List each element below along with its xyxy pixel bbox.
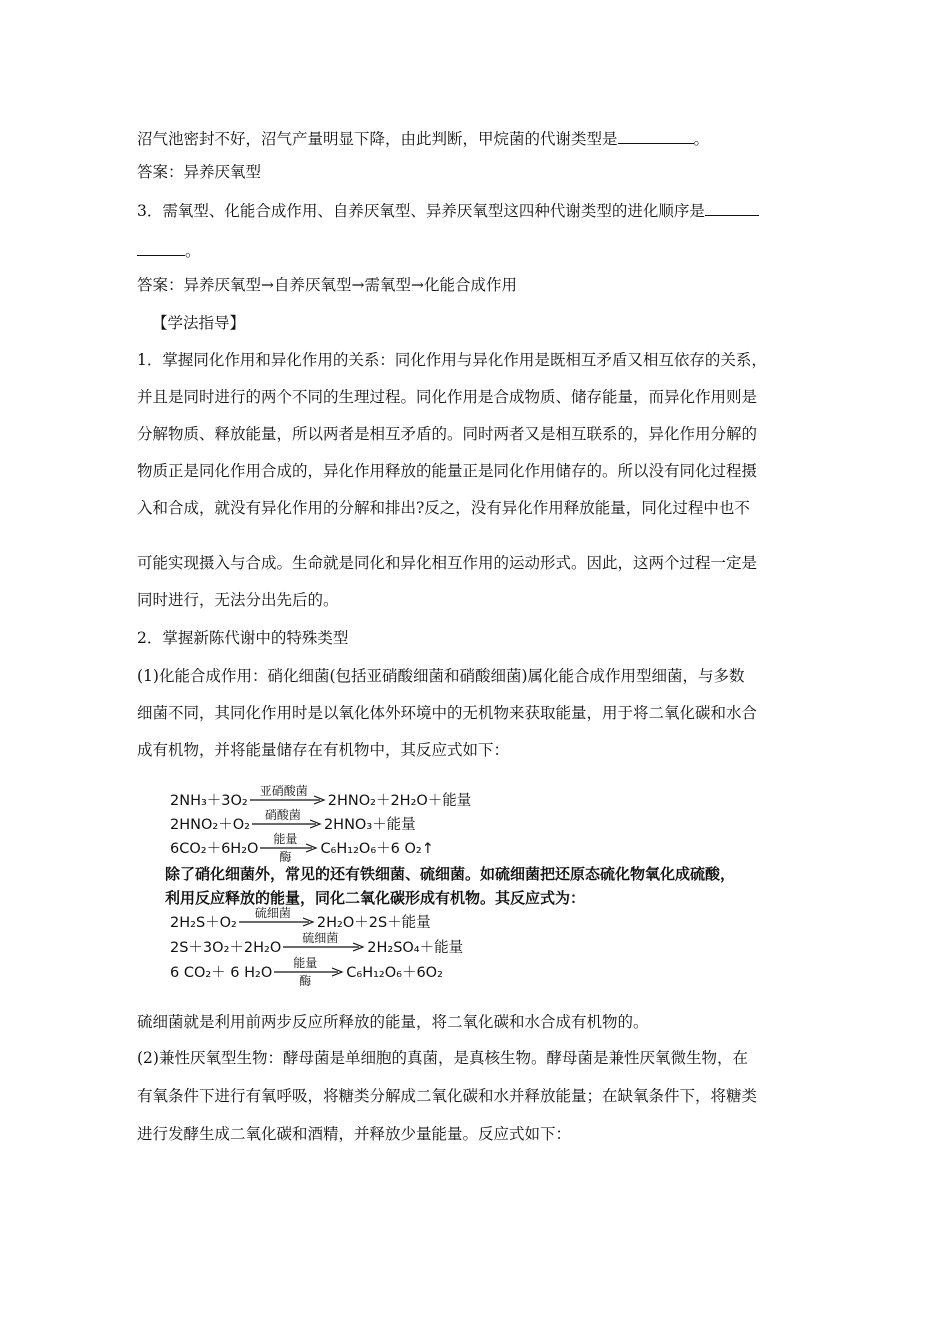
reaction-arrow [260, 832, 318, 864]
eq-reactants: 2H₂S＋O₂ [170, 915, 237, 931]
subsection-heading: 2．掌握新陈代谢中的特殊类型 [137, 629, 349, 647]
paragraph-line: 入和合成，就没有异化作用的分解和排出?反之，没有异化作用释放能量，同化过程中也不 [137, 499, 750, 517]
paragraph-line: 并且是同时进行的两个不同的生理过程。同化作用是合成物质、储存能量，而异化作用则是 [137, 388, 758, 406]
answer-blank [618, 128, 694, 144]
equation-sulfur [170, 931, 464, 957]
arrow-label-top: 硝酸菌 [264, 808, 301, 822]
answer-blank [137, 240, 185, 256]
paragraph-line: 成有机物，并将能量储存在有机物中，其反应式如下： [137, 741, 510, 759]
equation-sulfide [170, 906, 431, 932]
eq-reactants: 6CO₂＋6H₂O [170, 841, 259, 857]
paragraph-line: 细菌不同，其同化作用时是以氧化体外环境中的无机物来获取能量，用于将二氧化碳和水合 [137, 704, 758, 722]
eq-reactants: 2NH₃＋3O₂ [170, 793, 248, 809]
answer-3: 答案：异养厌氧型→自养厌氧型→需氧型→化能合成作用 [137, 276, 517, 294]
paragraph-line: 有氧条件下进行有氧呼吸，将糖类分解成二氧化碳和水并释放能量；在缺氧条件下，将糖类 [137, 1087, 758, 1105]
arrow-label-bottom: 酶 [279, 850, 292, 864]
arrow-label-bottom: 酶 [299, 974, 312, 988]
arrow-label-top: 硫细菌 [302, 931, 339, 945]
eq-reactants: 2HNO₂＋O₂ [170, 817, 250, 833]
text-span: 3．需氧型、化能合成作用、自养厌氧型、异养厌氧型这四种代谢类型的进化顺序是 [137, 202, 705, 220]
paragraph-line: 1．掌握同化作用和异化作用的关系：同化作用与异化作用是既相互矛盾又相互依存的关系， [137, 351, 767, 369]
question-3-text [137, 200, 759, 221]
paragraph-line: 物质正是同化作用合成的，异化作用释放的能量正是同化作用储存的。所以没有同化过程摄 [137, 462, 758, 480]
eq-products: C₆H₁₂O₆＋6 O₂↑ [320, 841, 434, 857]
eq-products: 2H₂O＋2S＋能量 [316, 915, 431, 931]
reaction-arrow [250, 784, 326, 805]
equation-synthesis-1 [170, 832, 434, 864]
paragraph-line: 可能实现摄入与合成。生命就是同化和异化相互作用的运动形式。因此，这两个过程一定是 [137, 554, 758, 572]
equation-nitrite [170, 784, 472, 810]
text-span: 。 [185, 242, 201, 260]
bold-paragraph-line: 利用反应释放的能量，同化二氧化碳形成有机物。其反应式为： [165, 889, 586, 907]
question-3-continuation [137, 240, 201, 261]
paragraph-line: 硫细菌就是利用前两步反应所释放的能量，将二氧化碳和水合成有机物的。 [137, 1013, 649, 1031]
equation-synthesis-2 [170, 956, 443, 988]
arrow-label-top: 硫细菌 [254, 906, 291, 920]
question-2-text [137, 128, 709, 149]
reaction-arrow [252, 808, 322, 829]
eq-products: C₆H₁₂O₆＋6O₂ [346, 965, 443, 981]
section-heading: 【学法指导】 [152, 314, 246, 332]
text-span: 。 [693, 130, 710, 148]
paragraph-line: (2)兼性厌氧型生物：酵母菌是单细胞的真菌，是真核生物。酵母菌是兼性厌氧微生物，在 [137, 1049, 748, 1067]
eq-products: 2H₂SO₄＋能量 [367, 940, 464, 956]
paragraph-line: (1)化能合成作用：硝化细菌(包括亚硝酸细菌和硝酸细菌)属化能合成作用型细菌，与多数 [137, 667, 745, 685]
paragraph-line: 同时进行，无法分出先后的。 [137, 591, 339, 609]
bold-paragraph-line: 除了硝化细菌外，常见的还有铁细菌、硫细菌。如硫细菌把还原态硫化物氧化成硫酸， [165, 865, 736, 883]
reaction-arrow [283, 931, 365, 952]
arrow-label-top: 能量 [293, 956, 318, 970]
reaction-arrow [274, 956, 344, 988]
arrow-label-top: 亚硝酸菌 [259, 784, 308, 798]
answer-blank [705, 200, 759, 216]
text-span: 沼气池密封不好，沼气产量明显下降，由此判断，甲烷菌的代谢类型是 [137, 130, 618, 148]
eq-reactants: 2S＋3O₂＋2H₂O [170, 940, 282, 956]
arrow-label-top: 能量 [273, 832, 298, 846]
eq-products: 2HNO₂＋2H₂O＋能量 [327, 793, 472, 809]
eq-products: 2HNO₃＋能量 [323, 817, 416, 833]
answer-2: 答案：异养厌氧型 [137, 163, 262, 181]
eq-reactants: 6 CO₂＋ 6 H₂O [170, 965, 273, 981]
reaction-arrow [239, 906, 315, 927]
paragraph-line: 分解物质、释放能量，所以两者是相互矛盾的。同时两者又是相互联系的，异化作用分解的 [137, 425, 758, 443]
paragraph-line: 进行发酵生成二氧化碳和酒精，并释放少量能量。反应式如下： [137, 1125, 572, 1143]
